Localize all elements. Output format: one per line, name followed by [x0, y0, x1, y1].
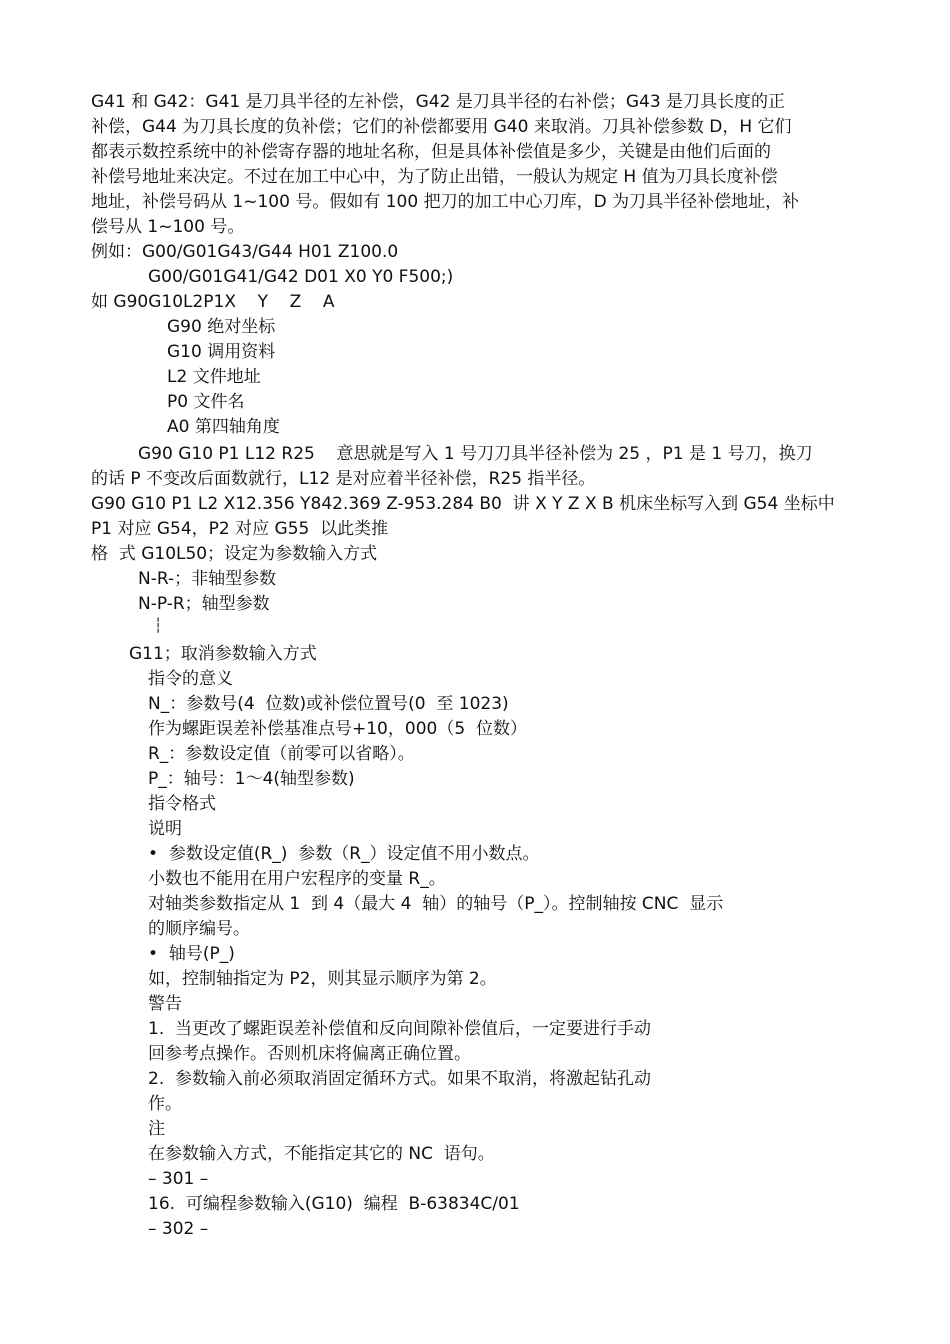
text-line: • 轴号(P_): [148, 944, 235, 964]
text-line: 指令的意义: [148, 669, 233, 689]
text-line: • 参数设定值(R_) 参数（R_）设定值不用小数点。: [148, 844, 540, 864]
text-line: 如 G90G10L2P1X Y Z A: [91, 292, 335, 312]
text-line: 作。: [148, 1094, 182, 1114]
text-line: 指令格式: [148, 794, 216, 814]
text-line: G11；取消参数输入方式: [129, 644, 317, 664]
text-line: 1. 当更改了螺距误差补偿值和反向间隙补偿值后，一定要进行手动: [148, 1019, 652, 1039]
text-line: G10 调用资料: [167, 342, 276, 362]
vertical-ellipsis: ┆: [154, 618, 163, 634]
text-line: – 301 –: [148, 1169, 209, 1189]
text-line: L2 文件地址: [167, 367, 261, 387]
text-line: 的顺序编号。: [148, 919, 250, 939]
text-line: N-P-R；轴型参数: [138, 594, 270, 614]
text-line: P0 文件名: [167, 392, 245, 412]
text-line: 注: [148, 1119, 165, 1139]
text-line: 如，控制轴指定为 P2，则其显示顺序为第 2。: [148, 969, 497, 989]
text-line: A0 第四轴角度: [167, 417, 280, 437]
text-line: 16. 可编程参数输入(G10) 编程 B-63834C/01: [148, 1194, 520, 1214]
text-line: 的话 P 不变改后面数就行，L12 是对应着半径补偿，R25 指半径。: [91, 469, 596, 489]
text-line: G00/G01G41/G42 D01 X0 Y0 F500;): [148, 267, 454, 287]
text-line: 回参考点操作。否则机床将偏离正确位置。: [148, 1044, 471, 1064]
text-line: P_：轴号：1～4(轴型参数): [148, 769, 355, 789]
text-line: P1 对应 G54，P2 对应 G55 以此类推: [91, 519, 389, 539]
text-line: 2. 参数输入前必须取消固定循环方式。如果不取消，将激起钻孔动: [148, 1069, 652, 1089]
text-line: N_：参数号(4 位数)或补偿位置号(0 至 1023): [148, 694, 509, 714]
text-line: 说明: [148, 819, 182, 839]
text-line: 补偿，G44 为刀具长度的负补偿；它们的补偿都要用 G40 来取消。刀具补偿参数 D，H 它们: [91, 117, 792, 137]
text-line: 例如：G00/G01G43/G44 H01 Z100.0: [91, 242, 399, 262]
text-line: 在参数输入方式，不能指定其它的 NC 语句。: [148, 1144, 495, 1164]
text-line: 小数也不能用在用户宏程序的变量 R_。: [148, 869, 446, 889]
text-line: 地址，补偿号码从 1~100 号。假如有 100 把刀的加工中心刀库，D 为刀具半径补偿地址，补: [91, 192, 800, 212]
text-line: G41 和 G42：G41 是刀具半径的左补偿，G42 是刀具半径的右补偿；G43 是刀具长度的正: [91, 92, 786, 112]
text-line: 作为螺距误差补偿基准点号+10，000（5 位数）: [148, 719, 527, 739]
text-line: N-R-；非轴型参数: [138, 569, 277, 589]
text-line: 补偿号地址来决定。不过在加工中心中，为了防止出错，一般认为规定 H 值为刀具长度补偿: [91, 167, 778, 187]
text-line: 警告: [148, 994, 182, 1014]
text-line: R_：参数设定值（前零可以省略）。: [148, 744, 415, 764]
text-line: G90 绝对坐标: [167, 317, 276, 337]
text-line: 偿号从 1~100 号。: [91, 217, 245, 237]
text-line: 都表示数控系统中的补偿寄存器的地址名称，但是具体补偿值是多少，关键是由他们后面的: [91, 142, 771, 162]
text-line: 格 式 G10L50；设定为参数输入方式: [91, 544, 378, 564]
text-line: G90 G10 P1 L12 R25 意思就是写入 1 号刀刀具半径补偿为 25 ，P1 是 1 号刀，换刀: [138, 444, 813, 464]
text-line: – 302 –: [148, 1219, 209, 1239]
text-line: 对轴类参数指定从 1 到 4（最大 4 轴）的轴号（P_）。控制轴按 CNC 显示: [148, 894, 724, 914]
text-line: G90 G10 P1 L2 X12.356 Y842.369 Z-953.284 B0 讲 X Y Z X B 机床坐标写入到 G54 坐标中: [91, 494, 835, 514]
